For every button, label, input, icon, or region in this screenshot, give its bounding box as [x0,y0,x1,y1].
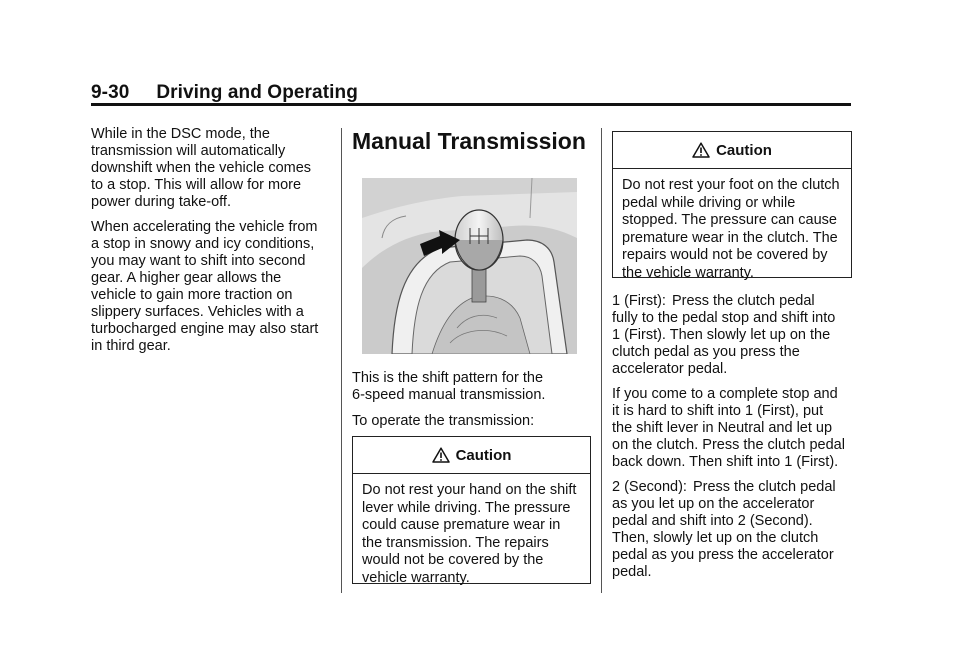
caution-box-foot [612,131,852,281]
text-line: Then, slowly let up on the clutch [612,530,819,546]
text-line: pedal. [612,564,652,580]
text-line: would not be covered by the [362,552,544,568]
text-line: This is the shift pattern for the [352,370,544,386]
gear-instructions [612,293,852,589]
text-line: vehicle warranty. [362,569,470,586]
caution-box-hand [352,436,591,584]
column-2 [352,126,590,154]
text-line: on the clutch. Press the clutch pedal [612,437,845,453]
shift-pattern-text [352,370,590,439]
caution-body [613,169,851,290]
page-header-title: 9-30 Driving and Operating [91,82,358,103]
warning-triangle-icon [692,142,710,158]
complete-stop-paragraph [612,386,852,471]
text-line: the vehicle warranty. [622,264,754,281]
dsc-mode-paragraph [91,126,331,211]
caution-title: Caution [716,141,772,159]
text-line: as you let up on the accelerator [612,496,815,512]
text-line: turbocharged engine may also start [91,321,319,337]
section-title: Manual Transmission [352,128,586,154]
caution-header [613,132,851,169]
text-line: fully to the pedal stop and shift into [612,310,836,326]
text-line: When accelerating the vehicle from [91,219,318,235]
text-line: lever while driving. The pressure [362,499,571,516]
text-line: pedal while driving or while [622,194,796,211]
text-line: downshift when the vehicle comes [91,160,312,176]
text-line: you may want to shift into second [91,253,306,269]
text-line: While in the DSC mode, the [91,126,270,142]
text-line: the shift lever in Neutral and let up [612,420,833,436]
text-line: a stop in snowy and icy conditions, [91,236,315,252]
text-line: pedal as you press the accelerator [612,547,834,563]
shift-pattern-paragraph [352,370,590,404]
text-line: the transmission. The repairs [362,534,549,551]
text-line: premature wear in the clutch. The [622,229,838,246]
text-line: back down. Then shift into 1 (First). [612,454,839,470]
shift-lever-illustration [362,178,577,354]
operate-paragraph: To operate the transmission: [352,413,535,429]
snowy-conditions-paragraph [91,219,331,355]
text-line: Press the clutch pedal [692,479,836,495]
second-gear-paragraph [612,479,852,581]
text-line: in third gear. [91,338,171,354]
text-line: clutch pedal as you press the [612,344,800,360]
text-line: transmission will automatically [91,143,286,159]
second-gear-label: 2 (Second): [612,479,687,495]
text-line: could cause premature wear in [362,517,561,533]
text-line: accelerator pedal. [612,361,728,377]
first-gear-line [612,293,852,310]
text-line: vehicle to gain more traction on [91,287,293,303]
text-line: 1 (First). Then slowly let up on the [612,327,831,343]
text-line: If you come to a complete stop and [612,386,838,402]
caution-header [353,437,590,474]
column-1 [91,126,331,363]
second-gear-line [612,479,852,496]
caution-title: Caution [455,446,512,464]
text-line: pedal and shift into 2 (Second). [612,513,813,529]
text-line: gear. A higher gear allows the [91,270,282,286]
text-line: Press the clutch pedal [671,293,815,309]
text-line: it is hard to shift into 1 (First), put [612,403,824,419]
warning-triangle-icon [432,447,450,463]
column-divider [601,128,602,593]
text-line: Do not rest your hand on the shift [362,482,577,498]
first-gear-paragraph [612,293,852,378]
text-line: repairs would not be covered by [622,247,828,263]
text-line: Do not rest your foot on the clutch [622,177,840,193]
text-line: slippery surfaces. Vehicles with a [91,304,304,320]
column-divider [341,128,342,593]
caution-body [353,474,590,595]
header-rule [91,103,851,106]
first-gear-label: 1 (First): [612,293,666,309]
text-line: power during take-off. [91,194,231,210]
text-line: to a stop. This will allow for more [91,177,302,193]
text-line: stopped. The pressure can cause [622,212,837,228]
text-line: 6-speed manual transmission. [352,387,546,403]
